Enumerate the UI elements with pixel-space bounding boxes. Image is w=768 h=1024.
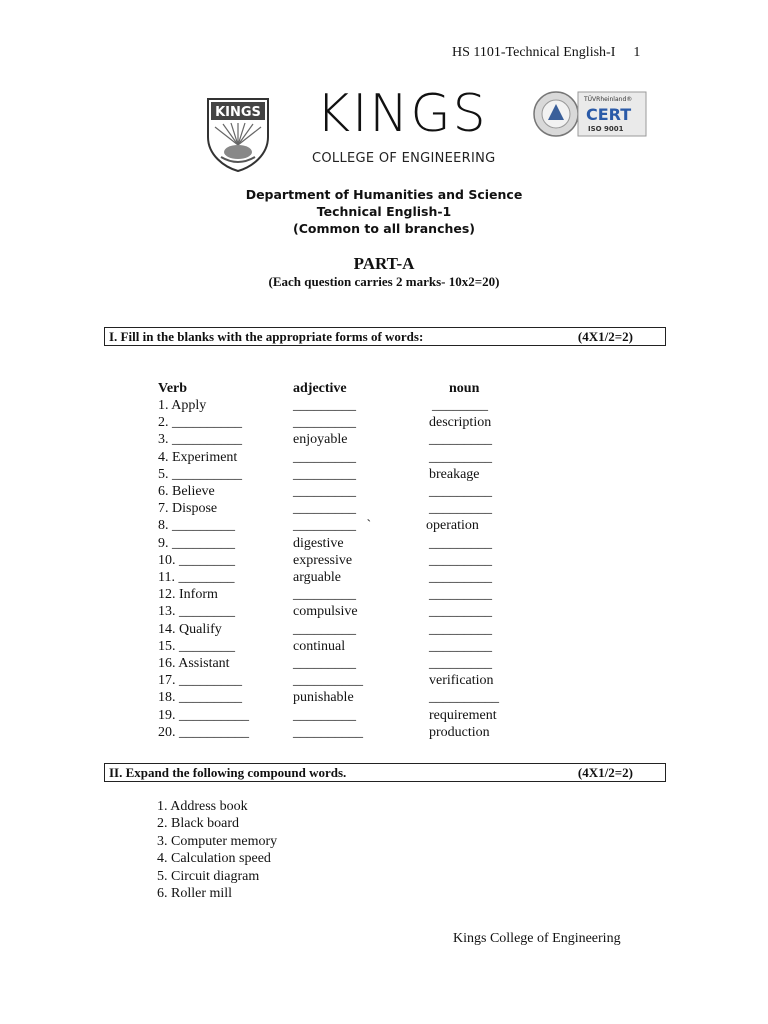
- table-cell: _________: [293, 484, 356, 499]
- table-cell: _________: [293, 449, 356, 465]
- table-cell: verification: [429, 673, 494, 689]
- part-title: PART-A: [353, 254, 415, 273]
- table-cell: expressive: [293, 552, 353, 568]
- table-cell: _________: [293, 707, 356, 723]
- table-cell: punishable: [293, 690, 354, 706]
- table-cell: _________: [429, 587, 492, 603]
- shield-text: KINGS: [215, 105, 261, 120]
- table-cell: __________: [293, 724, 363, 740]
- table-cell: _________: [293, 466, 356, 482]
- table-cell: _________: [429, 449, 492, 465]
- list-item: 4. Calculation speed: [157, 851, 271, 867]
- table-cell: 2. __________: [158, 415, 242, 431]
- list-item: 1. Address book: [157, 799, 248, 814]
- table-cell: _________: [293, 398, 356, 413]
- list-item: 2. Black board: [157, 816, 240, 832]
- section2-heading-box: [104, 763, 666, 782]
- table-header-noun: noun: [449, 381, 480, 396]
- cert-sub: ISO 9001: [588, 125, 624, 133]
- table-cell: _________: [429, 432, 492, 448]
- table-cell: 3. __________: [158, 432, 242, 448]
- table-cell: _________: [429, 621, 492, 637]
- college-subtitle: COLLEGE OF ENGINEERING: [312, 151, 496, 166]
- table-cell: _________: [429, 604, 492, 620]
- list-item: 6. Roller mill: [157, 886, 233, 902]
- table-cell: digestive: [293, 535, 344, 551]
- table-cell: 15. ________: [158, 638, 235, 654]
- table-cell: _________: [429, 552, 492, 568]
- table-cell: 1. Apply: [158, 398, 207, 413]
- table-cell: _________: [429, 656, 492, 671]
- college-wordmark: KINGS: [316, 84, 488, 144]
- table-header-verb: Verb: [158, 381, 188, 396]
- table-cell: _________: [429, 570, 492, 585]
- table-cell: 16. Assistant: [158, 656, 230, 671]
- branches-note: (Common to all branches): [292, 221, 476, 236]
- table-cell: _________: [429, 638, 492, 654]
- table-cell: operation: [426, 518, 479, 534]
- table-cell: 7. Dispose: [158, 501, 218, 517]
- table-cell: _________: [429, 535, 492, 551]
- table-cell: _________: [293, 415, 356, 431]
- table-cell: 14. Qualify: [158, 621, 222, 637]
- table-cell: __________: [293, 673, 363, 689]
- table-cell: __________: [429, 690, 499, 706]
- table-cell: compulsive: [293, 604, 358, 620]
- page-footer: Kings College of Engineering: [453, 931, 621, 946]
- list-item: 3. Computer memory: [157, 833, 278, 849]
- table-cell: 13. ________: [158, 604, 235, 620]
- table-cell: 18. _________: [158, 690, 242, 706]
- table-cell: 11. ________: [158, 570, 235, 585]
- department-title: Department of Humanities and Science: [245, 187, 523, 202]
- cert-title: CERT: [586, 105, 632, 124]
- table-cell: requirement: [429, 707, 497, 723]
- table-header-adjective: adjective: [293, 381, 347, 396]
- table-cell: _________: [293, 621, 356, 637]
- table-cell: _________: [429, 484, 492, 499]
- cert-brand: TÜVRheinland®: [584, 96, 633, 103]
- marks-note: (Each question carries 2 marks- 10x2=20): [268, 274, 500, 289]
- table-cell: _________ `: [293, 518, 372, 534]
- table-cell: ________: [432, 398, 488, 413]
- table-cell: 6. Believe: [158, 484, 215, 499]
- course-code: HS 1101-Technical English-I: [452, 45, 616, 60]
- section2-marks: (4X1/2=2): [577, 765, 633, 780]
- table-cell: continual: [293, 638, 346, 654]
- table-cell: 12. Inform: [158, 587, 218, 603]
- section1-marks: (4X1/2=2): [577, 329, 633, 344]
- table-cell: production: [429, 724, 490, 740]
- section1-title: I. Fill in the blanks with the appropriate forms of words:: [109, 329, 424, 344]
- course-title: Technical English-1: [316, 204, 452, 219]
- page-number: 1: [633, 45, 641, 60]
- table-cell: 10. ________: [158, 552, 235, 568]
- table-cell: _________: [293, 587, 356, 603]
- section2-title: II. Expand the following compound words.: [109, 765, 347, 780]
- table-cell: _________: [293, 656, 356, 671]
- table-cell: breakage: [429, 466, 480, 482]
- table-cell: description: [429, 415, 492, 431]
- table-cell: 4. Experiment: [158, 449, 238, 465]
- table-cell: 20. __________: [158, 724, 249, 740]
- table-cell: _________: [429, 501, 492, 517]
- table-cell: _________: [293, 501, 356, 517]
- table-cell: 19. __________: [158, 707, 249, 723]
- table-cell: enjoyable: [293, 432, 348, 448]
- table-cell: arguable: [293, 570, 341, 585]
- table-cell: 8. _________: [158, 518, 235, 534]
- list-item: 5. Circuit diagram: [157, 868, 260, 884]
- table-cell: 17. _________: [158, 673, 242, 689]
- compound-words-list: [157, 798, 277, 902]
- table-cell: 5. __________: [158, 466, 242, 482]
- table-cell: 9. _________: [158, 535, 235, 551]
